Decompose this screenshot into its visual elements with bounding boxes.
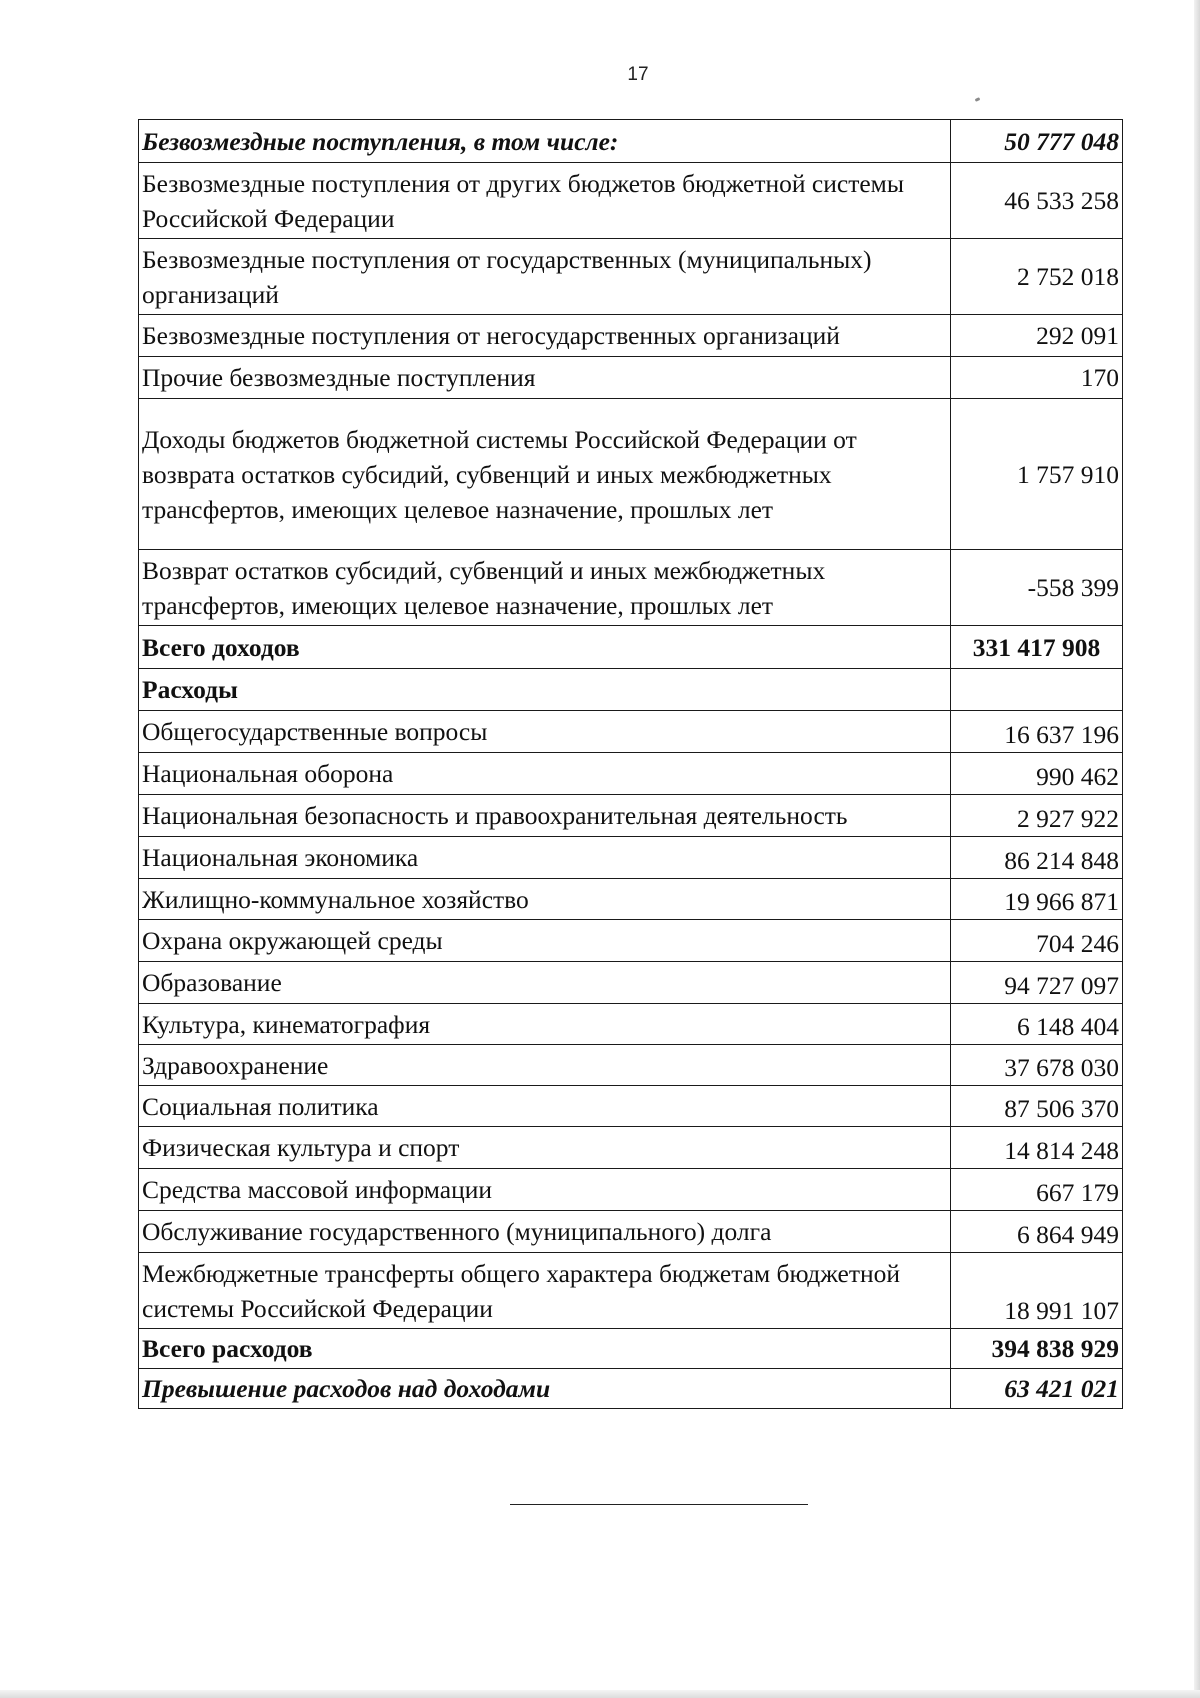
row-value: 46 533 258 bbox=[951, 163, 1123, 239]
budget-table bbox=[138, 119, 1123, 1409]
row-label: Физическая культура и спорт bbox=[139, 1127, 951, 1169]
row-value: 14 814 248 bbox=[951, 1127, 1123, 1169]
row-label: Прочие безвозмездные поступления bbox=[139, 357, 951, 399]
row-value: 990 462 bbox=[951, 753, 1123, 795]
row-label: Доходы бюджетов бюджетной системы Российской Федерации от возврата остатков субсидий, субвенций и иных межбюджетных трансфертов, имеющих целевое назначение, прошлых лет bbox=[139, 399, 951, 550]
row-value: 331 417 908 bbox=[951, 626, 1123, 669]
row-label: Образование bbox=[139, 962, 951, 1004]
row-label: Безвозмездные поступления от государственных (муниципальных) организаций bbox=[139, 239, 951, 315]
row-value bbox=[951, 669, 1123, 711]
table-row bbox=[139, 1169, 1123, 1211]
table-row bbox=[139, 1127, 1123, 1169]
row-value: 63 421 021 bbox=[951, 1369, 1123, 1409]
row-label: Обслуживание государственного (муниципального) долга bbox=[139, 1211, 951, 1253]
row-value: 667 179 bbox=[951, 1169, 1123, 1211]
row-value: 50 777 048 bbox=[951, 120, 1123, 163]
scan-right-edge bbox=[1194, 0, 1200, 1698]
table-row bbox=[139, 315, 1123, 357]
row-value: 94 727 097 bbox=[951, 962, 1123, 1004]
row-label: Национальная экономика bbox=[139, 837, 951, 879]
row-label: Охрана окружающей среды bbox=[139, 920, 951, 962]
row-label: Всего доходов bbox=[139, 626, 951, 669]
table-row bbox=[139, 120, 1123, 163]
row-value: 2 752 018 bbox=[951, 239, 1123, 315]
table-row bbox=[139, 795, 1123, 837]
row-label: Жилищно-коммунальное хозяйство bbox=[139, 879, 951, 920]
row-value: 86 214 848 bbox=[951, 837, 1123, 879]
row-label: Национальная оборона bbox=[139, 753, 951, 795]
row-value: 292 091 bbox=[951, 315, 1123, 357]
scan-bottom-edge bbox=[0, 1690, 1200, 1698]
table-row bbox=[139, 1329, 1123, 1369]
row-label: Безвозмездные поступления, в том числе: bbox=[139, 120, 951, 163]
row-value: 6 864 949 bbox=[951, 1211, 1123, 1253]
row-value: 19 966 871 bbox=[951, 879, 1123, 920]
table-row bbox=[139, 837, 1123, 879]
row-value: 6 148 404 bbox=[951, 1004, 1123, 1045]
row-label: Всего расходов bbox=[139, 1329, 951, 1369]
table-row bbox=[139, 1211, 1123, 1253]
row-label: Культура, кинематография bbox=[139, 1004, 951, 1045]
row-value: 18 991 107 bbox=[951, 1253, 1123, 1329]
row-value: -558 399 bbox=[951, 550, 1123, 626]
row-value: 704 246 bbox=[951, 920, 1123, 962]
row-label: Здравоохранение bbox=[139, 1045, 951, 1086]
closing-rule bbox=[510, 1504, 808, 1505]
table-row bbox=[139, 1004, 1123, 1045]
table-row bbox=[139, 239, 1123, 315]
row-label: Общегосударственные вопросы bbox=[139, 711, 951, 753]
row-label: Возврат остатков субсидий, субвенций и иных межбюджетных трансфертов, имеющих целевое назначение, прошлых лет bbox=[139, 550, 951, 626]
row-value: 170 bbox=[951, 357, 1123, 399]
row-label: Национальная безопасность и правоохранительная деятельность bbox=[139, 795, 951, 837]
scan-speck bbox=[975, 97, 981, 102]
table-row bbox=[139, 920, 1123, 962]
row-value: 1 757 910 bbox=[951, 399, 1123, 550]
row-label: Безвозмездные поступления от негосударственных организаций bbox=[139, 315, 951, 357]
row-value: 16 637 196 bbox=[951, 711, 1123, 753]
row-label: Превышение расходов над доходами bbox=[139, 1369, 951, 1409]
row-label: Расходы bbox=[139, 669, 951, 711]
row-label: Безвозмездные поступления от других бюджетов бюджетной системы Российской Федерации bbox=[139, 163, 951, 239]
page-number: 17 bbox=[627, 64, 649, 85]
table-row bbox=[139, 1086, 1123, 1127]
row-label: Социальная политика bbox=[139, 1086, 951, 1127]
table-row bbox=[139, 1253, 1123, 1329]
row-value: 87 506 370 bbox=[951, 1086, 1123, 1127]
table-row bbox=[139, 399, 1123, 550]
row-value: 394 838 929 bbox=[951, 1329, 1123, 1369]
row-value: 2 927 922 bbox=[951, 795, 1123, 837]
table-row bbox=[139, 669, 1123, 711]
table-row bbox=[139, 357, 1123, 399]
table-row bbox=[139, 711, 1123, 753]
table-row bbox=[139, 550, 1123, 626]
table-row bbox=[139, 626, 1123, 669]
row-label: Межбюджетные трансферты общего характера бюджетам бюджетной системы Российской Федерации bbox=[139, 1253, 951, 1329]
table-row bbox=[139, 879, 1123, 920]
table-row bbox=[139, 1369, 1123, 1409]
row-value: 37 678 030 bbox=[951, 1045, 1123, 1086]
table-row bbox=[139, 1045, 1123, 1086]
table-row bbox=[139, 753, 1123, 795]
row-label: Средства массовой информации bbox=[139, 1169, 951, 1211]
table-row bbox=[139, 962, 1123, 1004]
table-row bbox=[139, 163, 1123, 239]
